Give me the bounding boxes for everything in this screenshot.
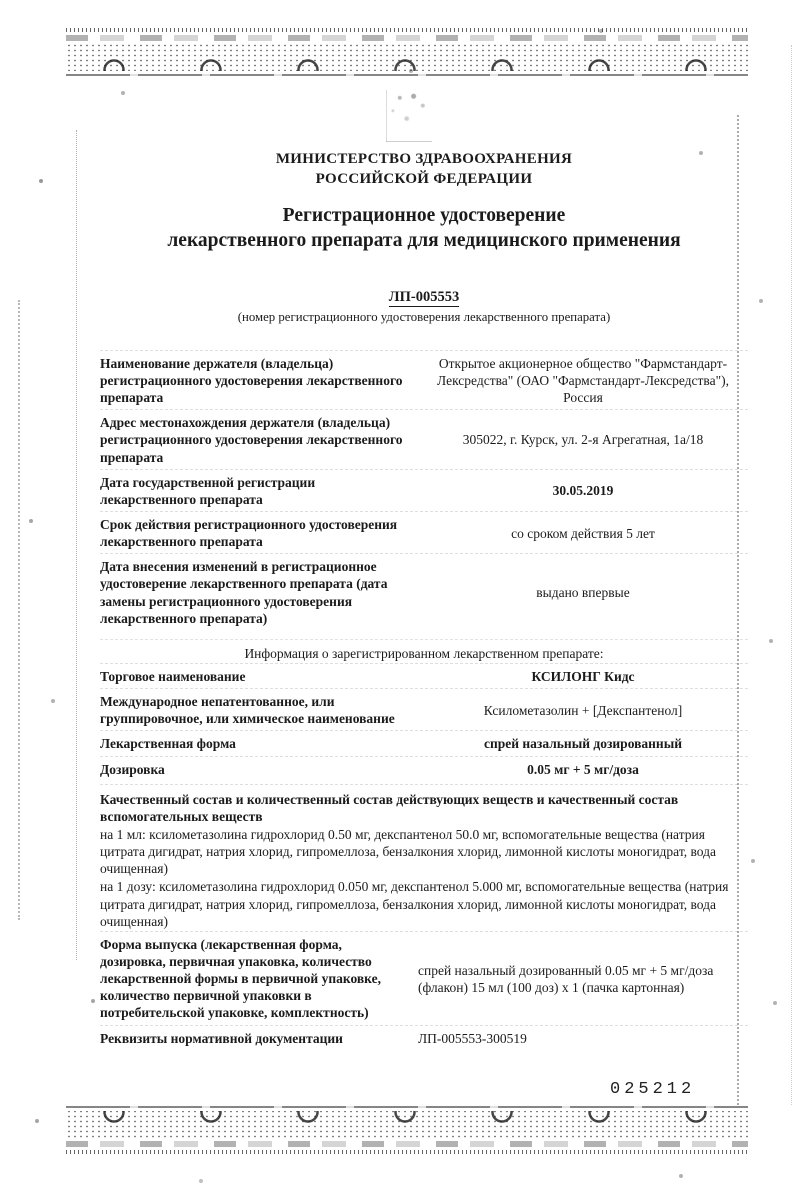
field-label: Реквизиты нормативной документации <box>100 1030 343 1046</box>
field-label: Дозировка <box>100 761 165 777</box>
field-label: Дата государственной регистрации лекарственного препарата <box>100 474 316 507</box>
field-label: Торговое наименование <box>100 669 246 685</box>
composition-per-dose: на 1 дозу: ксилометазолина гидрохлорид 0.050 мг, декспантенол 5.000 мг, вспомогательные вещества (натрия цитрата дигидрат, натрия хлорид, гипромеллоза, бензалкония хлорид, лимонной кислоты моногидрат, вода очищенная) <box>100 879 729 929</box>
field-row-dosage-form <box>100 730 748 755</box>
field-label: Срок действия регистрационного удостоверения лекарственного препарата <box>100 517 398 550</box>
scan-artifact-line <box>18 300 20 920</box>
field-label: Наименование держателя (владельца) регистрационного удостоверения лекарственного препарата <box>100 355 403 406</box>
ministry-line-1: МИНИСТЕРСТВО ЗДРАВООХРАНЕНИЯ <box>275 151 573 167</box>
border-tick-row <box>66 1148 748 1156</box>
field-value: Открытое акционерное общество "Фармстандарт-Лексредства" (ОАО "Фармстандарт-Лексредства"), Россия <box>437 355 729 406</box>
ornamental-border-top <box>66 26 748 76</box>
field-label: Адрес местонахождения держателя (владельца) регистрационного удостоверения лекарственного препарата <box>100 415 403 465</box>
document-body <box>100 150 748 1050</box>
field-row-holder-name <box>100 350 748 409</box>
field-value: 0.05 мг + 5 мг/доза <box>527 761 639 777</box>
title-line-1: Регистрационное удостоверение <box>282 205 566 226</box>
scan-artifact-line <box>76 130 77 960</box>
field-value: выдано впервые <box>536 585 630 601</box>
scan-noise <box>0 0 2 2</box>
scan-artifact-line <box>791 45 792 1105</box>
field-row-normative-docs <box>100 1025 748 1050</box>
field-value: ЛП-005553-300519 <box>418 1030 527 1046</box>
field-row-holder-address <box>100 409 748 468</box>
border-rule <box>66 1106 748 1108</box>
field-value: со сроком действия 5 лет <box>511 525 655 541</box>
field-row-validity-period <box>100 511 748 553</box>
border-tick-row <box>66 26 748 34</box>
registered-drug-info-heading: Информация о зарегистрированном лекарственном препарате: <box>100 639 748 662</box>
border-arch-row <box>66 43 748 71</box>
field-value: 305022, г. Курск, ул. 2-я Агрегатная, 1а/18 <box>462 432 704 448</box>
faded-emblem-mark <box>386 90 432 142</box>
border-rule <box>66 74 748 76</box>
field-row-dosage <box>100 756 748 781</box>
field-label: Международное непатентованное, или группировочное, или химическое наименование <box>100 694 395 727</box>
ministry-line-2: РОССИЙСКОЙ ФЕДЕРАЦИИ <box>315 170 533 187</box>
field-row-amendment-date <box>100 553 748 630</box>
ministry-name <box>100 150 748 189</box>
registration-number-caption: (номер регистрационного удостоверения лекарственного препарата) <box>237 309 611 324</box>
field-value: Ксилометазолин + [Декспантенол] <box>483 702 683 718</box>
field-value: КСИЛОНГ Кидс <box>531 669 635 685</box>
border-smudge-row <box>66 35 748 41</box>
field-label: Лекарственная форма <box>100 736 236 752</box>
fields-table <box>100 350 748 1050</box>
border-arch-row <box>66 1111 748 1139</box>
field-value: 30.05.2019 <box>552 483 614 499</box>
field-label: Дата внесения изменений в регистрационное удостоверение лекарственного препарата (дата замены регистрационного удостоверения лекарственного препарата) <box>100 559 388 626</box>
field-value: спрей назальный дозированный 0.05 мг + 5 мг/доза (флакон) 15 мл (100 доз) х 1 (пачка картонная) <box>418 962 714 995</box>
field-row-inn <box>100 688 748 730</box>
ornamental-border-bottom <box>66 1106 748 1156</box>
registration-number: ЛП-005553 <box>388 288 460 305</box>
field-row-trade-name <box>100 663 748 688</box>
field-row-release-form <box>100 931 748 1025</box>
blank-serial-number: 025212 <box>610 1080 696 1099</box>
composition-section <box>100 784 748 930</box>
document-title <box>100 204 748 254</box>
border-smudge-row <box>66 1141 748 1147</box>
field-value: спрей назальный дозированный <box>483 736 683 752</box>
composition-heading: Качественный состав и количественный состав действующих веществ и качественный состав вспомогательных веществ <box>100 791 679 824</box>
field-row-registration-date <box>100 469 748 511</box>
composition-per-ml: на 1 мл: ксилометазолина гидрохлорид 0.50 мг, декспантенол 50.0 мг, вспомогательные вещества (натрия цитрата дигидрат, натрия хлорид, гипромеллоза, бензалкония хлорид, лимонной кислоты моногидрат, вода очищенная) <box>100 827 716 877</box>
title-line-2: лекарственного препарата для медицинского применения <box>167 229 681 251</box>
field-label: Форма выпуска (лекарственная форма, дозировка, первичная упаковка, количество лекарственной формы в первичной упаковке, количество первичной упаковки в потребительской упаковке, комплектность) <box>100 936 381 1021</box>
